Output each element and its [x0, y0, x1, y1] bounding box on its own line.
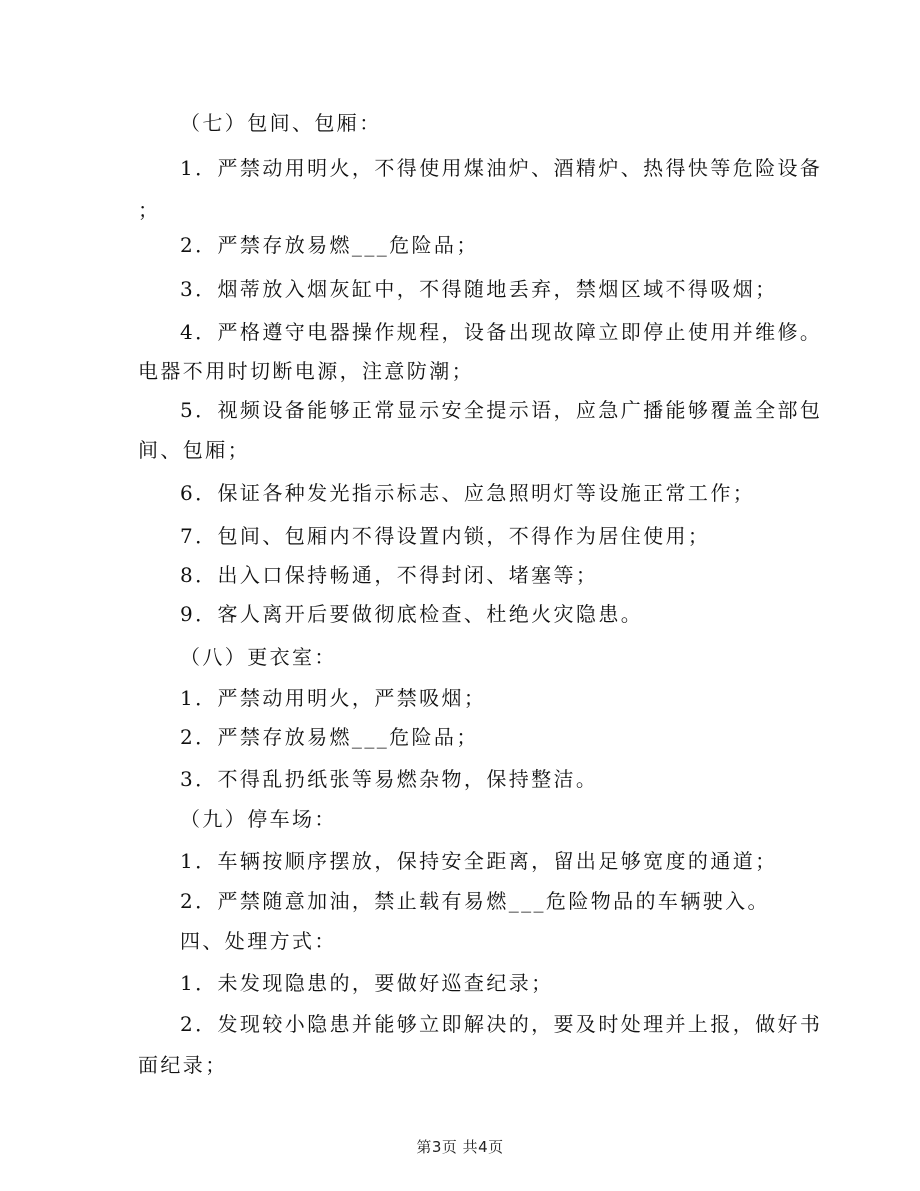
paragraph-line: 9．客人离开后要做彻底检查、杜绝火灾隐患。	[180, 602, 644, 626]
paragraph-line: 间、包厢；	[138, 438, 250, 462]
paragraph-line: 2．严禁存放易燃___危险品；	[180, 725, 479, 749]
paragraph-line: 2．发现较小隐患并能够立即解决的，要及时处理并上报，做好书	[180, 1012, 823, 1036]
paragraph-line: 8．出入口保持畅通，不得封闭、堵塞等；	[180, 563, 599, 587]
paragraph-line: 电器不用时切断电源，注意防潮；	[138, 359, 474, 383]
paragraph-line: 6．保证各种发光指示标志、应急照明灯等设施正常工作；	[180, 481, 756, 505]
section-heading-parking-lot: （九）停车场：	[180, 807, 337, 831]
paragraph-line: ；	[138, 198, 161, 222]
section-heading-private-rooms: （七）包间、包厢：	[180, 111, 382, 135]
paragraph-line: 2．严禁随意加油，禁止载有易燃___危险物品的车辆驶入。	[180, 889, 770, 913]
paragraph-line: 4．严格遵守电器操作规程，设备出现故障立即停止使用并维修。	[180, 320, 823, 344]
paragraph-line: 1．车辆按顺序摆放，保持安全距离，留出足够宽度的通道；	[180, 849, 778, 873]
paragraph-line: 1．未发现隐患的，要做好巡查纪录；	[180, 971, 554, 995]
paragraph-line: 2．严禁存放易燃___危险品；	[180, 233, 479, 257]
paragraph-line: 7．包间、包厢内不得设置内锁，不得作为居住使用；	[180, 524, 711, 548]
paragraph-line: 3．不得乱扔纸张等易燃杂物，保持整洁。	[180, 767, 599, 791]
paragraph-line: 3．烟蒂放入烟灰缸中，不得随地丢弃，禁烟区域不得吸烟；	[180, 277, 778, 301]
section-heading-changing-room: （八）更衣室：	[180, 645, 337, 669]
page-footer: 第3页 共4页	[416, 1138, 504, 1156]
paragraph-line: 面纪录；	[138, 1053, 228, 1077]
paragraph-line: 5．视频设备能够正常显示安全提示语，应急广播能够覆盖全部包	[180, 398, 823, 422]
section-heading-handling: 四、处理方式：	[180, 929, 337, 953]
paragraph-line: 1．严禁动用明火，不得使用煤油炉、酒精炉、热得快等危险设备	[180, 156, 823, 180]
paragraph-line: 1．严禁动用明火，严禁吸烟；	[180, 686, 487, 710]
